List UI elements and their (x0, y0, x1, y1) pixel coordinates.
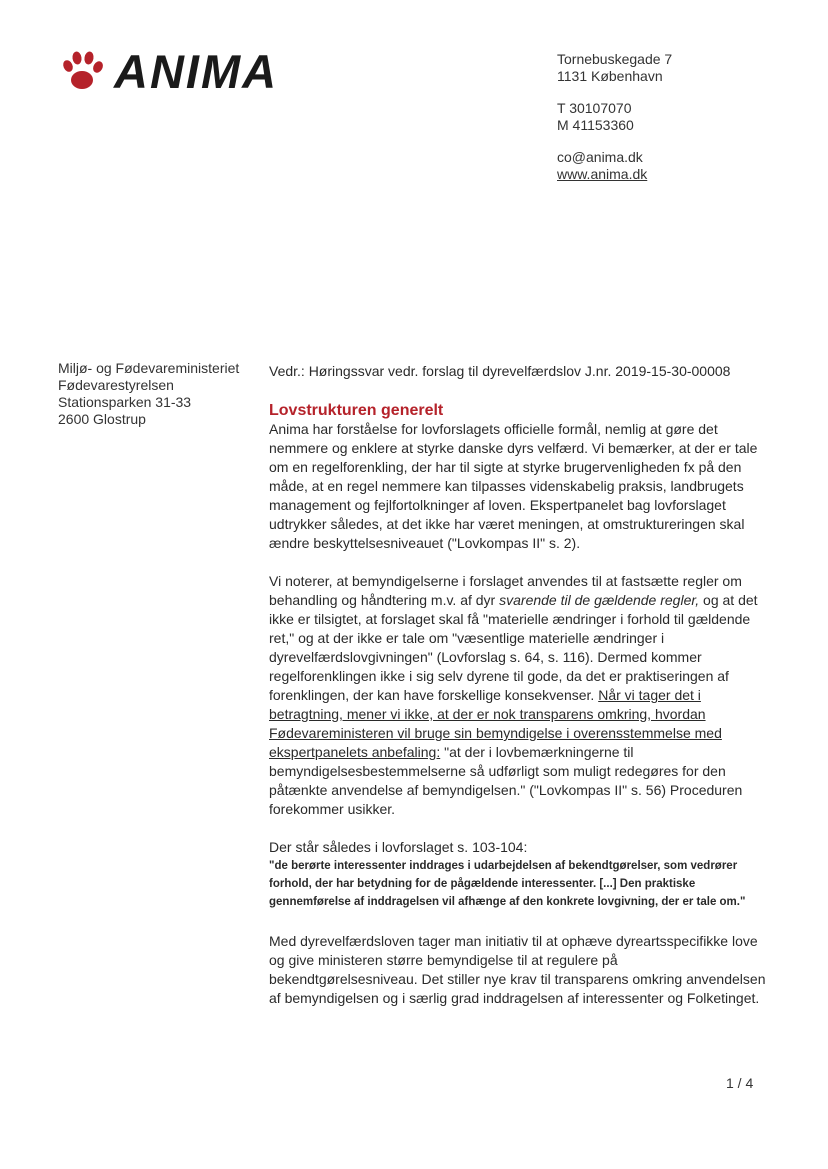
sender-city: 1131 København (557, 68, 663, 84)
sender-online (557, 149, 672, 183)
sender-phone: T 30107070 (557, 100, 632, 116)
brand-name: ANIMA (114, 44, 279, 98)
paragraph-2-italic: svarende til de gældende regler, (499, 592, 700, 608)
paragraph-3-intro: Der står således i lovforslaget s. 103-104: (269, 839, 528, 855)
recipient-address (58, 360, 239, 428)
paragraph-3-quote: "de berørte interessenter inddrages i udarbejdelsen af bekendtgørelser, som vedrører forhold, der har betydning for de pågældende interessenter. [...] Den praktiske gennemførelse af inddragelsen vil afhænge af den konkrete lovgivning, der er tale om." (269, 860, 746, 908)
paragraph-2-part-a: Vi noterer, at bemyndigelserne i forslaget anvendes til at fastsætte regler om behandling og håndtering m.v. af dyr (269, 573, 742, 608)
sender-email-link[interactable]: co@anima.dk (557, 149, 643, 165)
letter-subject: Vedr.: Høringssvar vedr. forslag til dyrevelfærdslov J.nr. 2019-15-30-00008 (269, 363, 731, 379)
sender-contact-block (557, 51, 672, 183)
page-number: 1 / 4 (726, 1075, 754, 1091)
recipient-line-3: Stationsparken 31-33 (58, 394, 192, 410)
paragraph-1: Anima har forståelse for lovforslagets officielle formål, nemlig at gøre det nemmere og enklere at styrke danske dyrs velfærd. Vi bemærker, at der er tale om en regelforenkling, der har til sigte at styrke brugervenligheden fx på den måde, at en regel nemmere kan tilpasses videnskabelig praksis, landbrugets management og fejlfortolkninger af loven. Ekspertpanelet bag lovforslaget udtrykker således, at det ikke har været meningen, at omstruktureringen skal ændre beskyttelsesniveauet ("Lovkompas II" s. 2). (269, 421, 758, 551)
sender-phones (557, 100, 672, 134)
recipient-line-2: Fødevarestyrelsen (58, 377, 174, 393)
paw-print-icon (60, 49, 104, 93)
recipient-line-4: 2600 Glostrup (58, 411, 146, 427)
sender-address (557, 51, 672, 85)
sender-street: Tornebuskegade 7 (557, 51, 673, 67)
recipient-line-1: Miljø- og Fødevareministeriet (58, 360, 240, 376)
letter-body (269, 362, 769, 1008)
sender-mobile: M 41153360 (557, 117, 634, 133)
paragraph-2 (269, 572, 769, 819)
paragraph-2-underlined: Når vi tager det i betragtning, mener vi ikke, at der er nok transparens omkring, hvordan Fødevareministeren vil bruge sin bemyndigelse i overensstemmelse med ekspertpanelets anbefaling: (269, 687, 722, 760)
anima-logo (60, 46, 278, 96)
paragraph-4: Med dyrevelfærdsloven tager man initiativ til at ophæve dyreartsspecifikke love og give ministeren større bemyndigelse til at regulere på bekendtgørelsesniveau. Det stiller nye krav til transparens omkring anvendelsen af bemyndigelsen og i særlig grad inddragelsen af interessenter og Folketinget. (269, 933, 766, 1006)
sender-website-link[interactable]: www.anima.dk (557, 166, 648, 182)
paragraph-2-part-c: "at der i lovbemærkningerne til bemyndigelsesbestemmelserne så udførligt som muligt redegøres for den påtænkte anvendelse af bemyndigelsen." ("Lovkompas II" s. 56) Proceduren forekommer usikker. (269, 744, 743, 817)
section-heading: Lovstrukturen generelt (269, 402, 444, 419)
paragraph-2-part-b: og at det ikke er tilsigtet, at forslaget skal få "materielle ændringer i forhold til gældende ret," og at der ikke er tale om "væsentlige materielle ændringer i dyrevelfærdslovgivningen" (Lovforslag s. 64, s. 116). Dermed kommer regelforenklingen ikke i sig selv dyrene til gode, da det er praktiseringen af forenklingen, der kan have forskellige konsekvenser. (269, 592, 758, 703)
